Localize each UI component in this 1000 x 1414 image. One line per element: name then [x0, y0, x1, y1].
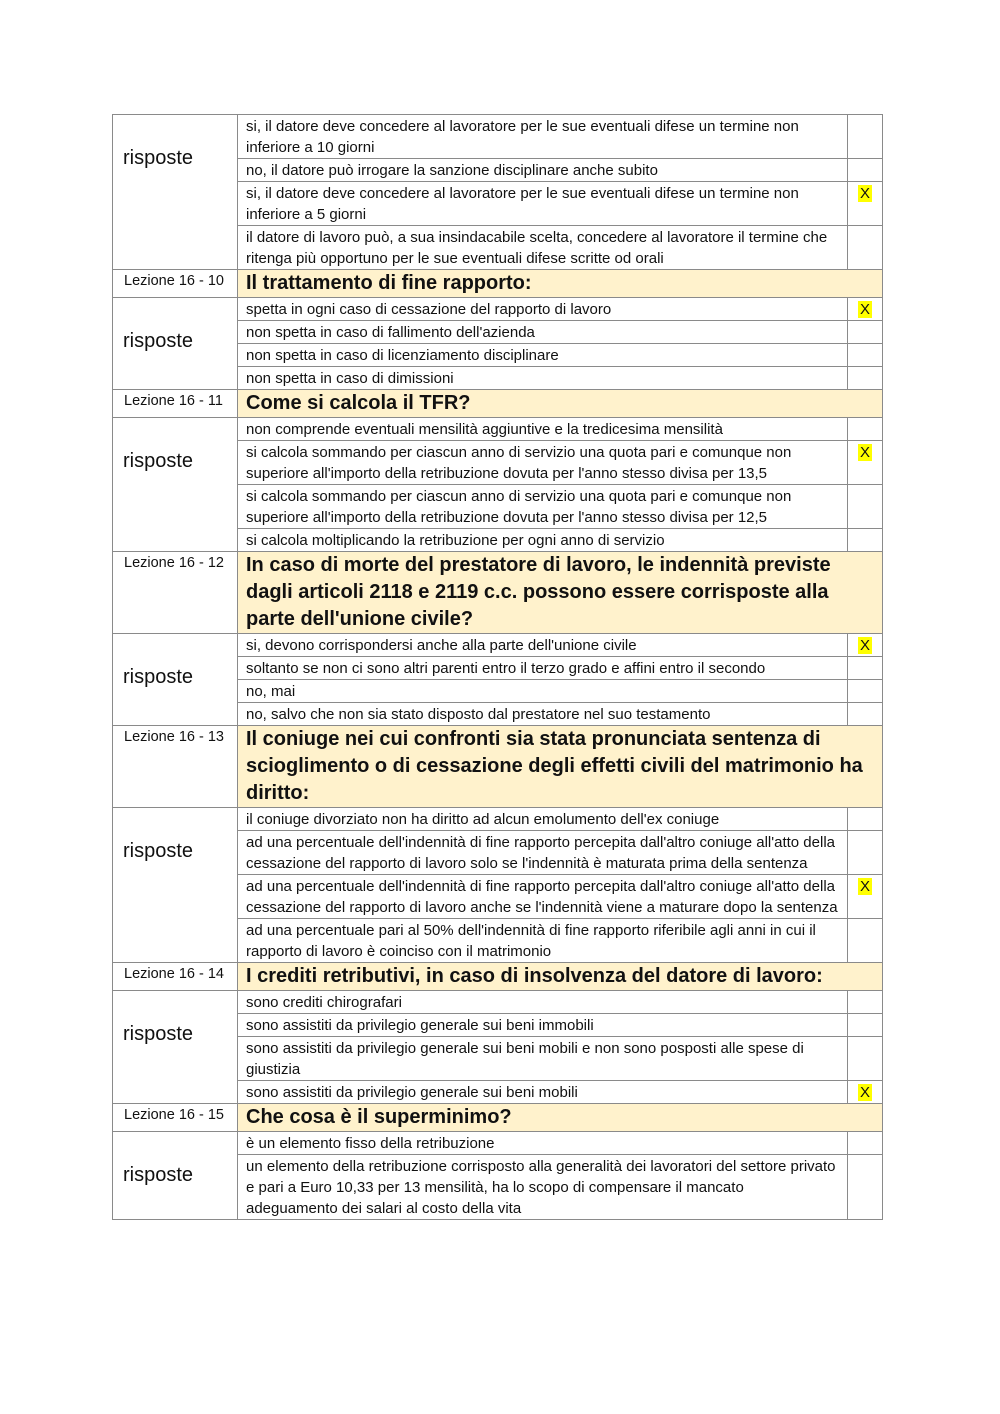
answer-row — [113, 418, 883, 441]
correct-answer-mark: X — [859, 1084, 870, 1101]
answer-mark-cell — [848, 703, 883, 726]
answer-mark-cell — [848, 226, 883, 270]
answer-mark-cell — [848, 1155, 883, 1220]
answer-mark-cell — [848, 529, 883, 552]
answer-mark-cell — [848, 1081, 883, 1104]
answers-label: risposte — [113, 298, 238, 390]
quiz-table — [112, 114, 883, 1220]
answer-mark-cell — [848, 1037, 883, 1081]
question-text: I crediti retributivi, in caso di insolvenza del datore di lavoro: — [238, 963, 883, 991]
lesson-label: Lezione 16 - 12 — [113, 552, 238, 634]
question-row — [113, 270, 883, 298]
answer-mark-cell — [848, 344, 883, 367]
lesson-label: Lezione 16 - 11 — [113, 390, 238, 418]
answer-row — [113, 991, 883, 1014]
answers-label: risposte — [113, 1132, 238, 1220]
answer-mark-cell — [848, 485, 883, 529]
answer-text: no, mai — [238, 680, 848, 703]
answer-text: no, salvo che non sia stato disposto dal prestatore nel suo testamento — [238, 703, 848, 726]
answer-row — [113, 634, 883, 657]
question-text: Come si calcola il TFR? — [238, 390, 883, 418]
answer-mark-cell — [848, 1132, 883, 1155]
correct-answer-mark: X — [859, 637, 870, 654]
answer-text: è un elemento fisso della retribuzione — [238, 1132, 848, 1155]
answer-text: ad una percentuale dell'indennità di fine rapporto percepita dall'altro coniuge all'atto della cessazione del rapporto di lavoro anche se l'indennità viene a maturare dopo la sentenza — [238, 875, 848, 919]
lesson-label: Lezione 16 - 14 — [113, 963, 238, 991]
answer-text: un elemento della retribuzione corrisposto alla generalità dei lavoratori del settore privato e pari a Euro 10,33 per 13 mensilità, ha lo scopo di compensare il mancato adeguamento dei salari al costo della vita — [238, 1155, 848, 1220]
question-row — [113, 390, 883, 418]
answer-text: spetta in ogni caso di cessazione del rapporto di lavoro — [238, 298, 848, 321]
answer-text: soltanto se non ci sono altri parenti entro il terzo grado e affini entro il secondo — [238, 657, 848, 680]
answer-mark-cell — [848, 1014, 883, 1037]
answer-mark-cell — [848, 657, 883, 680]
answer-mark-cell — [848, 367, 883, 390]
question-text: In caso di morte del prestatore di lavoro, le indennità previste dagli articoli 2118 e 2119 c.c. possono essere corrisposte alla parte dell'unione civile? — [238, 552, 883, 634]
answer-mark-cell — [848, 441, 883, 485]
answer-mark-cell — [848, 634, 883, 657]
question-text: Che cosa è il superminimo? — [238, 1104, 883, 1132]
answer-row — [113, 1132, 883, 1155]
answer-text: si, il datore deve concedere al lavoratore per le sue eventuali difese un termine non inferiore a 5 giorni — [238, 182, 848, 226]
answer-text: si, il datore deve concedere al lavoratore per le sue eventuali difese un termine non inferiore a 10 giorni — [238, 115, 848, 159]
answer-text: sono assistiti da privilegio generale sui beni immobili — [238, 1014, 848, 1037]
answer-mark-cell — [848, 808, 883, 831]
correct-answer-mark: X — [859, 185, 870, 202]
answer-text: il coniuge divorziato non ha diritto ad alcun emolumento dell'ex coniuge — [238, 808, 848, 831]
answers-label: risposte — [113, 115, 238, 270]
answer-mark-cell — [848, 831, 883, 875]
answer-row — [113, 115, 883, 159]
question-row — [113, 1104, 883, 1132]
answer-text: si calcola moltiplicando la retribuzione per ogni anno di servizio — [238, 529, 848, 552]
lesson-label: Lezione 16 - 13 — [113, 726, 238, 808]
answer-mark-cell — [848, 991, 883, 1014]
answers-label: risposte — [113, 634, 238, 726]
answer-row — [113, 298, 883, 321]
answer-mark-cell — [848, 875, 883, 919]
answer-mark-cell — [848, 680, 883, 703]
answer-mark-cell — [848, 115, 883, 159]
correct-answer-mark: X — [859, 301, 870, 318]
answer-mark-cell — [848, 418, 883, 441]
answer-text: no, il datore può irrogare la sanzione disciplinare anche subito — [238, 159, 848, 182]
answer-text: si calcola sommando per ciascun anno di servizio una quota pari e comunque non superiore all'importo della retribuzione dovuta per l'anno stesso divisa per 12,5 — [238, 485, 848, 529]
answer-text: il datore di lavoro può, a sua insindacabile scelta, concedere al lavoratore il termine che ritenga più opportuno per le sue eventuali difese scritte od orali — [238, 226, 848, 270]
answer-text: sono crediti chirografari — [238, 991, 848, 1014]
answers-label: risposte — [113, 418, 238, 552]
answer-text: si calcola sommando per ciascun anno di servizio una quota pari e comunque non superiore all'importo della retribuzione dovuta per l'anno stesso divisa per 13,5 — [238, 441, 848, 485]
question-text: Il coniuge nei cui confronti sia stata pronunciata sentenza di scioglimento o di cessazione degli effetti civili del matrimonio ha diritto: — [238, 726, 883, 808]
question-row — [113, 552, 883, 634]
answer-text: sono assistiti da privilegio generale sui beni mobili e non sono posposti alle spese di giustizia — [238, 1037, 848, 1081]
answers-label: risposte — [113, 808, 238, 963]
lesson-label: Lezione 16 - 15 — [113, 1104, 238, 1132]
answer-text: non spetta in caso di licenziamento disciplinare — [238, 344, 848, 367]
answers-label: risposte — [113, 991, 238, 1104]
answer-text: non spetta in caso di dimissioni — [238, 367, 848, 390]
answer-mark-cell — [848, 321, 883, 344]
answer-mark-cell — [848, 298, 883, 321]
lesson-label: Lezione 16 - 10 — [113, 270, 238, 298]
quiz-table-body — [113, 115, 883, 1220]
answer-text: non comprende eventuali mensilità aggiuntive e la tredicesima mensilità — [238, 418, 848, 441]
quiz-sheet — [112, 114, 882, 1220]
correct-answer-mark: X — [859, 878, 870, 895]
answer-text: si, devono corrispondersi anche alla parte dell'unione civile — [238, 634, 848, 657]
answer-text: non spetta in caso di fallimento dell'azienda — [238, 321, 848, 344]
answer-text: sono assistiti da privilegio generale sui beni mobili — [238, 1081, 848, 1104]
answer-row — [113, 808, 883, 831]
answer-text: ad una percentuale dell'indennità di fine rapporto percepita dall'altro coniuge all'atto della cessazione del rapporto di lavoro solo se l'indennità è maturata prima della sentenza — [238, 831, 848, 875]
question-row — [113, 726, 883, 808]
question-row — [113, 963, 883, 991]
answer-mark-cell — [848, 182, 883, 226]
answer-mark-cell — [848, 159, 883, 182]
answer-text: ad una percentuale pari al 50% dell'indennità di fine rapporto riferibile agli anni in cui il rapporto di lavoro è coinciso con il matrimonio — [238, 919, 848, 963]
answer-mark-cell — [848, 919, 883, 963]
correct-answer-mark: X — [859, 444, 870, 461]
question-text: Il trattamento di fine rapporto: — [238, 270, 883, 298]
